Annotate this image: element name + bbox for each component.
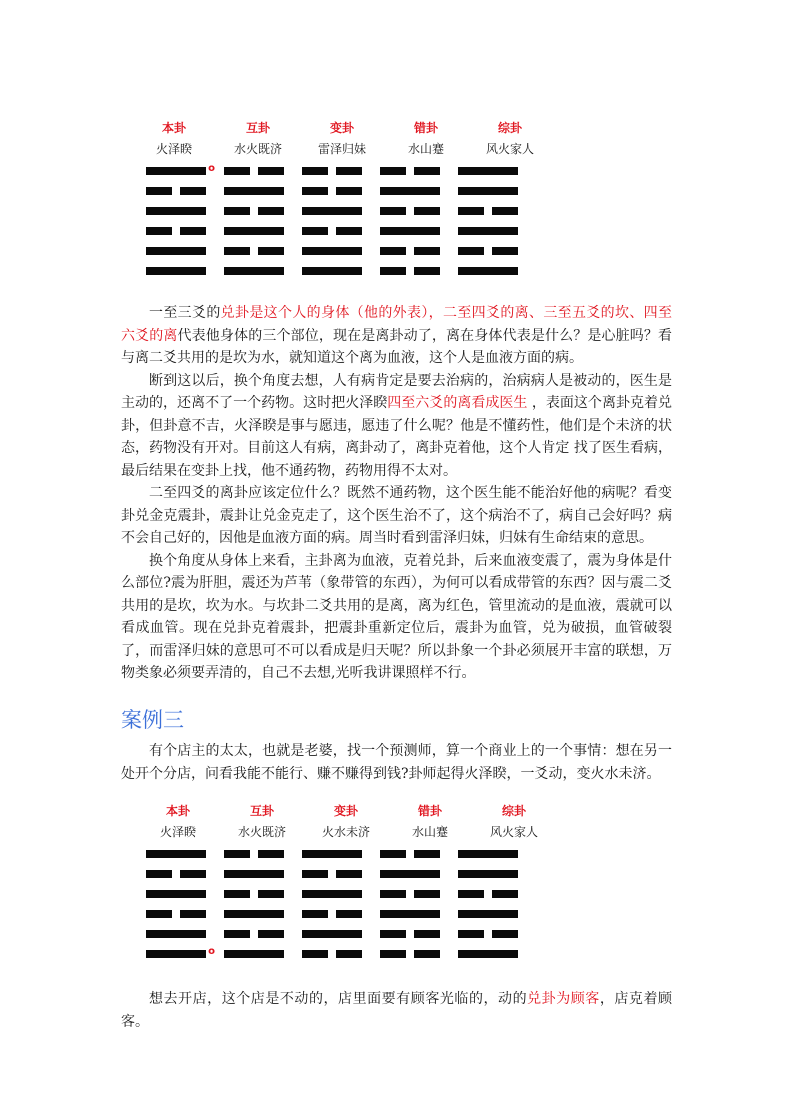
yin-line — [302, 870, 362, 878]
hexagram-hu-gua — [224, 850, 284, 970]
paragraph: 换个角度从身体上来看，主卦离为血液，克着兑卦，后来血液变震了，震为身体是什么部位?震为肝胆，震还为芦苇（象带管的东西），为何可以看成带管的东西？因与震二爻共用的是坎，坎为水。与坎卦二爻共用的是离，离为红色，管里流动的是血液，震就可以看成血管。现在兑卦克着震卦，把震卦重新定位后，震卦为血管，兑为破损，血管破裂了，而雷泽归妹的意思可不可以看成是归天呢？所以卦象一个卦必须展开丰富的联想，万物类象必须要弄清的，自己不去想,光听我讲课照样不行。 — [121, 552, 672, 681]
label-hu-gua: 互卦 — [249, 804, 274, 818]
name-hu-gua: 水火既济 — [233, 142, 282, 156]
paragraph — [121, 370, 672, 483]
yin-line — [458, 247, 518, 255]
paragraph — [121, 302, 672, 370]
yang-line — [380, 227, 440, 235]
hexagram-figures — [146, 850, 556, 970]
yin-line — [380, 207, 440, 215]
hexagram-hu-gua — [224, 167, 284, 287]
yin-line — [224, 850, 284, 858]
yang-line — [380, 187, 440, 195]
yang-line — [146, 930, 206, 938]
name-ben-gua: 火泽睽 — [155, 142, 192, 156]
text-run: ，表面这个离卦克着兑卦，但卦意不吉，火泽睽是事与愿违，愿违了什么呢？他是不懂药性，他们是个未济的状态，药物没有开对。目前这人有病，离卦动了，离卦克着他，这个人肯定 找了医生看病，最后结果在变卦上找，他不通药物，药物用得不太对。 — [121, 395, 672, 479]
yang-line — [146, 163, 215, 175]
yang-line — [458, 870, 518, 878]
hexagram-figures — [146, 163, 552, 287]
yang-line — [224, 267, 284, 275]
text-run: 代表他身体的三个部位，现在是离卦动了，离在身体代表是什么？是心脏吗？看与离二爻共用的是坎为水，就知道这个离为血液，这个人是血液方面的病。 — [121, 327, 673, 366]
label-bian-gua: 变卦 — [329, 121, 354, 135]
hexagram-labels — [132, 121, 552, 135]
yin-line — [458, 930, 518, 938]
yin-line — [302, 910, 362, 918]
yang-line — [146, 267, 206, 275]
yang-line — [224, 910, 284, 918]
yang-line — [458, 850, 518, 858]
yang-line — [146, 850, 206, 858]
yin-line — [146, 227, 206, 235]
hexagram-names — [132, 141, 552, 157]
hexagram-names — [136, 824, 556, 840]
hexagram-table-1 — [132, 121, 552, 287]
text-run: ，店克着顾客。 — [121, 991, 673, 1030]
label-zong-gua: 综卦 — [497, 121, 522, 135]
paragraph: 二至四爻的离卦应该定位什么？既然不通药物，这个医生能不能治好他的病呢？看变卦兑金克震卦，震卦让兑金克走了，这个医生治不了，这个病治不了，病自己会好吗？病不会自己好的，因他是血液方面的病。周当时看到雷泽归妹，归妹有生命结束的意思。 — [121, 485, 672, 546]
hexagram-cuo-gua — [380, 167, 440, 287]
text-run: 一至三爻的 — [149, 305, 221, 321]
yang-line — [302, 850, 362, 858]
yang-line — [458, 227, 518, 235]
yin-line — [458, 207, 518, 215]
case-heading: 案例三 — [121, 708, 184, 732]
highlight-text: 兑卦是这个人的身体（他的外表），二至四爻的离、三至五爻的坎、四至六爻的离 — [121, 305, 673, 344]
yin-line — [380, 167, 440, 175]
yang-line — [146, 946, 215, 958]
yin-line — [146, 910, 206, 918]
moving-line-mark: o — [208, 946, 215, 957]
hexagram-zong-gua — [458, 167, 518, 287]
moving-line-mark: o — [208, 163, 215, 174]
yang-line — [458, 950, 518, 958]
yin-line — [458, 890, 518, 898]
yang-line — [302, 890, 362, 898]
yin-line — [302, 187, 362, 195]
yang-line — [302, 247, 362, 255]
hexagram-bian-gua — [302, 167, 362, 287]
paragraph — [121, 988, 672, 1033]
yin-line — [380, 267, 440, 275]
highlight-text: 四至六爻的离看成医生 — [387, 395, 528, 411]
yin-line — [380, 247, 440, 255]
yin-line — [224, 247, 284, 255]
hexagram-cuo-gua — [380, 850, 440, 970]
yin-line — [302, 227, 362, 235]
name-cuo-gua: 水山蹇 — [411, 825, 448, 839]
case-intro — [121, 740, 672, 785]
yin-line — [224, 890, 284, 898]
highlight-text: 兑卦为顾客 — [527, 991, 600, 1007]
yang-line — [458, 910, 518, 918]
name-ben-gua: 火泽睽 — [159, 825, 196, 839]
yang-line — [458, 267, 518, 275]
name-bian-gua: 雷泽归妹 — [317, 142, 366, 156]
hexagram-bian-gua — [302, 850, 362, 970]
yin-line — [380, 890, 440, 898]
yang-line — [302, 207, 362, 215]
label-hu-gua: 互卦 — [245, 121, 270, 135]
hexagram-ben-gua — [146, 163, 215, 287]
yang-line — [224, 950, 284, 958]
yang-line — [302, 267, 362, 275]
text-run: 断到这以后，换个角度去想，人有病肯定是要去治病的，治病病人是被动的，医生是主动的，还离不了一个药物。这时把火泽睽 — [121, 372, 672, 411]
paragraph: 有个店主的太太，也就是老婆，找一个预测师，算一个商业上的一个事情：想在另一处开个分店，问看我能不能行、赚不赚得到钱?卦师起得火泽睽，一爻动，变火水未济。 — [121, 743, 672, 782]
yin-line — [224, 930, 284, 938]
yang-line — [224, 870, 284, 878]
hexagram-labels — [136, 804, 556, 818]
label-bian-gua: 变卦 — [333, 804, 358, 818]
yin-line — [302, 950, 362, 958]
yang-line — [380, 870, 440, 878]
label-zong-gua: 综卦 — [501, 804, 526, 818]
yang-line — [146, 207, 206, 215]
yin-line — [146, 870, 206, 878]
label-cuo-gua: 错卦 — [413, 121, 438, 135]
yin-line — [302, 167, 362, 175]
name-zong-gua: 风火家人 — [485, 142, 534, 156]
yin-line — [146, 187, 206, 195]
yin-line — [224, 167, 284, 175]
yang-line — [146, 890, 206, 898]
closing-text — [121, 988, 672, 1033]
hexagram-zong-gua — [458, 850, 518, 970]
yang-line — [224, 187, 284, 195]
label-ben-gua: 本卦 — [161, 121, 186, 135]
text-run: 想去开店，这个店是不动的，店里面要有顾客光临的，动的 — [149, 991, 528, 1007]
yin-line — [380, 930, 440, 938]
yang-line — [146, 247, 206, 255]
hexagram-table-2 — [136, 804, 556, 970]
label-ben-gua: 本卦 — [165, 804, 190, 818]
name-cuo-gua: 水山蹇 — [407, 142, 444, 156]
analysis-text — [121, 302, 672, 685]
yang-line — [224, 227, 284, 235]
name-zong-gua: 风火家人 — [489, 825, 538, 839]
hexagram-ben-gua — [146, 850, 215, 970]
yin-line — [224, 207, 284, 215]
yin-line — [380, 850, 440, 858]
yin-line — [380, 950, 440, 958]
yang-line — [458, 187, 518, 195]
label-cuo-gua: 错卦 — [417, 804, 442, 818]
yang-line — [302, 930, 362, 938]
name-hu-gua: 水火既济 — [237, 825, 286, 839]
yang-line — [458, 167, 518, 175]
name-bian-gua: 火水未济 — [321, 825, 370, 839]
yang-line — [380, 910, 440, 918]
